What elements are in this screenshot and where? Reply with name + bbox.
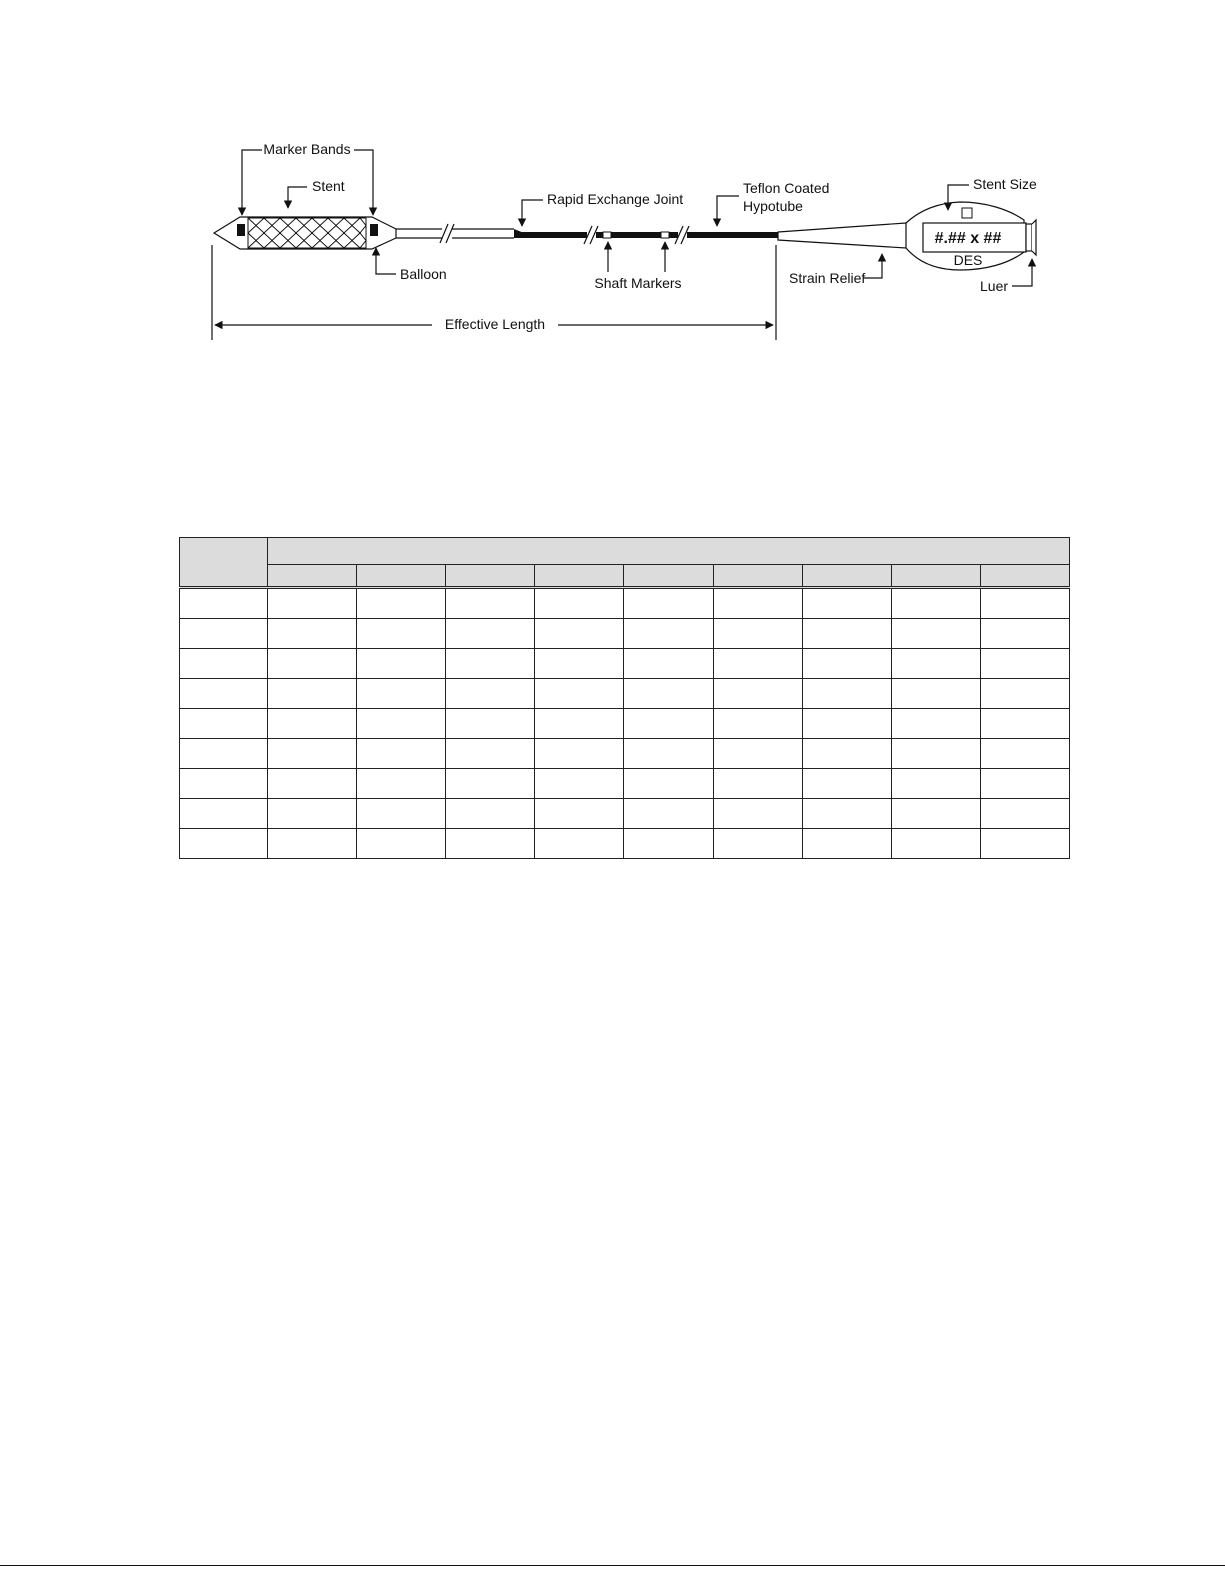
table-row-header-cell (180, 829, 268, 859)
table-cell (535, 619, 624, 649)
table-row-header-cell (180, 739, 268, 769)
label-effective-length: Effective Length (444, 316, 546, 332)
table-cell (802, 679, 891, 709)
table-cell (980, 799, 1069, 829)
table-cell (268, 769, 357, 799)
hub-des-text: DES (953, 252, 983, 268)
hypotube (522, 232, 778, 238)
table-row-header-cell (180, 679, 268, 709)
table-cell (446, 679, 535, 709)
table-cell (535, 739, 624, 769)
shaft-break-mark-1 (440, 224, 454, 243)
table-cell (802, 769, 891, 799)
label-stent: Stent (312, 178, 345, 194)
table-cell (268, 679, 357, 709)
stent-mesh (248, 218, 366, 248)
table-cell (802, 829, 891, 859)
table-cell (357, 649, 446, 679)
table-cell (268, 709, 357, 739)
table-row (180, 709, 1070, 739)
table-row-header-cell (180, 799, 268, 829)
table-cell (713, 649, 802, 679)
table-cell (357, 709, 446, 739)
table-cell (891, 649, 980, 679)
table-cell (980, 709, 1069, 739)
table-cell (624, 679, 713, 709)
table-cell (535, 649, 624, 679)
table-cell (446, 769, 535, 799)
table-cell (357, 739, 446, 769)
table-cell (802, 588, 891, 619)
table-cell (980, 769, 1069, 799)
table-cell (535, 769, 624, 799)
label-rapid-exchange-joint: Rapid Exchange Joint (547, 191, 684, 207)
distal-shaft (396, 229, 514, 238)
table-cell (891, 619, 980, 649)
table-column-header (535, 565, 624, 588)
table-column-header (802, 565, 891, 588)
table-cell (980, 739, 1069, 769)
table-row (180, 799, 1070, 829)
table-cell (980, 679, 1069, 709)
label-balloon: Balloon (400, 266, 447, 282)
table-cell (446, 829, 535, 859)
table-cell (268, 829, 357, 859)
table-cell (446, 649, 535, 679)
table-row (180, 649, 1070, 679)
table-cell (357, 679, 446, 709)
table-column-header (446, 565, 535, 588)
table-row-header-cell (180, 588, 268, 619)
table-row-header-cell (180, 709, 268, 739)
table-group-header (268, 538, 1070, 565)
table-row (180, 679, 1070, 709)
table-cell (624, 799, 713, 829)
table-corner-header (180, 538, 268, 588)
table-row (180, 588, 1070, 619)
table-cell (446, 619, 535, 649)
label-luer: Luer (980, 278, 1009, 294)
table-row-header-cell (180, 769, 268, 799)
table-cell (980, 829, 1069, 859)
marker-band-distal (237, 224, 245, 236)
table-cell (891, 829, 980, 859)
table-cell (446, 709, 535, 739)
table-cell (802, 619, 891, 649)
table-cell (446, 588, 535, 619)
label-shaft-markers: Shaft Markers (594, 275, 682, 291)
shaft-marker-2 (661, 232, 669, 238)
table-cell (624, 769, 713, 799)
table-column-header (268, 565, 357, 588)
hub-window-icon (962, 208, 972, 218)
table-cell (802, 649, 891, 679)
table-cell (802, 709, 891, 739)
table-cell (357, 619, 446, 649)
label-marker-bands: Marker Bands (263, 141, 351, 157)
table-cell (713, 619, 802, 649)
table-column-header (713, 565, 802, 588)
table-cell (357, 588, 446, 619)
table-cell (713, 679, 802, 709)
table-cell (802, 799, 891, 829)
table-column-header (624, 565, 713, 588)
table-cell (713, 709, 802, 739)
label-strain-relief: Strain Relief (789, 270, 866, 286)
table-cell (624, 739, 713, 769)
table-cell (624, 588, 713, 619)
footer-rule (0, 1565, 1225, 1566)
table-cell (535, 829, 624, 859)
table-cell (802, 739, 891, 769)
table-column-header (891, 565, 980, 588)
table-cell (713, 769, 802, 799)
table-cell (357, 799, 446, 829)
shaft-marker-1 (603, 232, 611, 238)
table-row (180, 829, 1070, 859)
table-cell (535, 679, 624, 709)
table-body (180, 588, 1070, 859)
label-hypotube: Hypotube (743, 198, 803, 214)
table-cell (268, 649, 357, 679)
label-stent-size: Stent Size (973, 176, 1037, 192)
spec-table (179, 537, 1070, 859)
table-cell (535, 799, 624, 829)
table-cell (980, 619, 1069, 649)
table-cell (980, 649, 1069, 679)
marker-band-proximal (370, 224, 378, 236)
strain-relief-shape (778, 223, 914, 248)
table-cell (624, 829, 713, 859)
table-cell (357, 829, 446, 859)
table-cell (624, 649, 713, 679)
table-row-header-cell (180, 649, 268, 679)
table-row (180, 619, 1070, 649)
table-cell (891, 588, 980, 619)
label-teflon-coated: Teflon Coated (743, 180, 830, 196)
table-cell (624, 619, 713, 649)
table-cell (268, 739, 357, 769)
table-cell (980, 588, 1069, 619)
table-cell (357, 769, 446, 799)
table-cell (446, 799, 535, 829)
table-cell (713, 588, 802, 619)
hub-size-text: #.## x ## (934, 230, 1002, 247)
table-cell (891, 739, 980, 769)
table-cell (891, 799, 980, 829)
table-cell (713, 739, 802, 769)
table-row (180, 739, 1070, 769)
table-column-header (357, 565, 446, 588)
table-row-header-cell (180, 619, 268, 649)
table-cell (891, 709, 980, 739)
table-cell (713, 829, 802, 859)
table-cell (891, 679, 980, 709)
table-cell (535, 709, 624, 739)
table-cell (535, 588, 624, 619)
catheter-diagram (0, 0, 1225, 360)
table-cell (713, 799, 802, 829)
table-cell (891, 769, 980, 799)
table-cell (446, 739, 535, 769)
table-cell (624, 709, 713, 739)
table-cell (268, 588, 357, 619)
table-row (180, 769, 1070, 799)
table-cell (268, 619, 357, 649)
table-column-header (980, 565, 1069, 588)
table-cell (268, 799, 357, 829)
